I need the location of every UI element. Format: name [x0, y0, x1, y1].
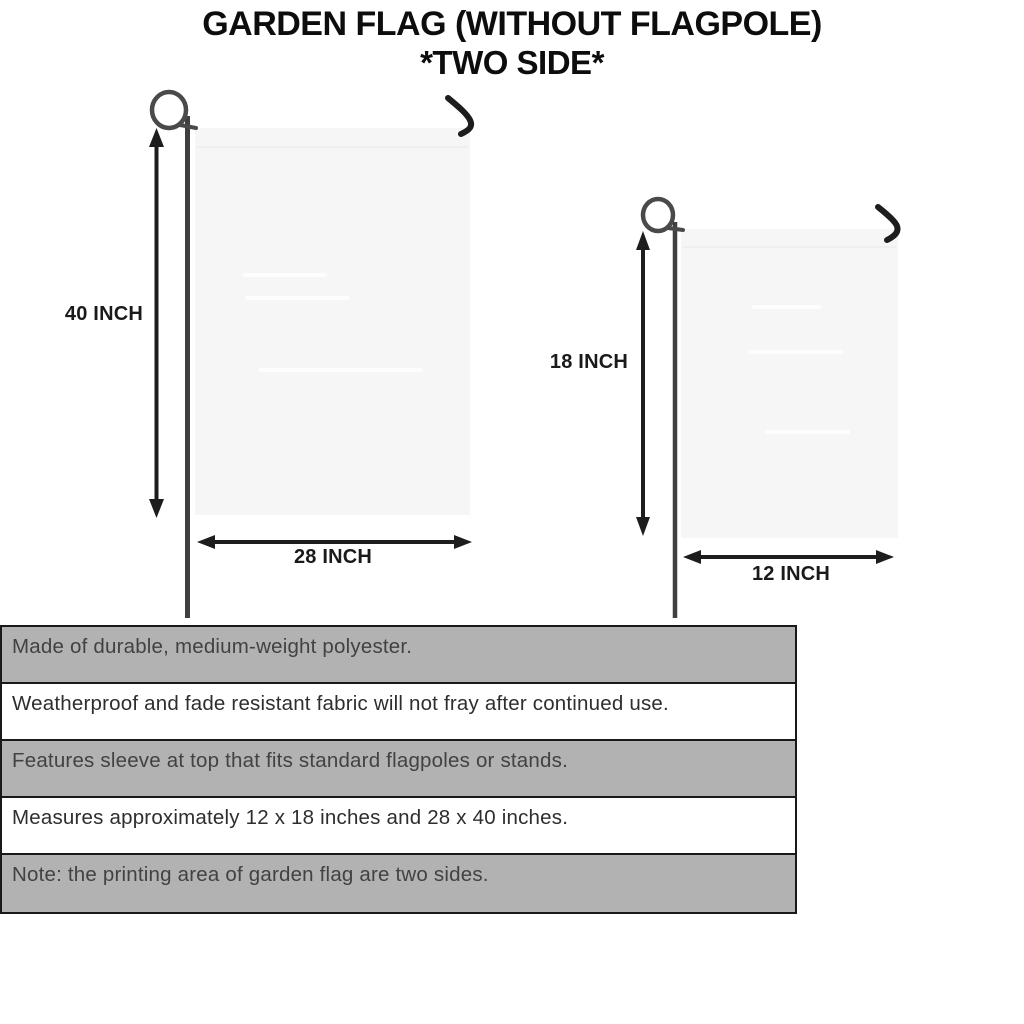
small-flag-height-arrow-icon [636, 231, 650, 536]
feature-text: Weatherproof and fade resistant fabric will not fray after continued use. [12, 692, 669, 715]
small-pole-loop-tail [668, 228, 683, 230]
feature-text: Note: the printing area of garden flag are two sides. [12, 863, 489, 886]
large-flag-fabric [195, 128, 470, 515]
feature-text: Features sleeve at top that fits standard flagpoles or stands. [12, 749, 568, 772]
feature-row-measures [2, 798, 795, 855]
large-pole-loop-tail [180, 125, 196, 128]
large-flag-width-label: 28 INCH [293, 546, 373, 568]
features-panel [0, 625, 797, 914]
small-flag-width-label: 12 INCH [751, 563, 831, 585]
feature-row-sleeve [2, 741, 795, 798]
feature-text: Made of durable, medium-weight polyester. [12, 635, 413, 658]
small-flag-group [636, 199, 898, 618]
feature-text: Measures approximately 12 x 18 inches and 28 x 40 inches. [12, 806, 569, 829]
large-flag-height-arrow-icon [149, 128, 164, 518]
feature-row-note [2, 855, 795, 912]
small-flag-height-label: 18 INCH [549, 351, 628, 373]
small-flag-width-arrow-icon [683, 550, 894, 564]
feature-row-polyester [2, 627, 795, 684]
title-line-2: *TWO SIDE* [420, 44, 604, 81]
large-flag-height-label: 40 INCH [64, 303, 143, 325]
feature-row-weatherproof [2, 684, 795, 741]
small-flag-fabric [681, 229, 898, 538]
large-flag-group [149, 92, 472, 618]
large-pole-loop-icon [152, 92, 186, 128]
title-line-1: GARDEN FLAG (WITHOUT FLAGPOLE) [202, 5, 822, 43]
